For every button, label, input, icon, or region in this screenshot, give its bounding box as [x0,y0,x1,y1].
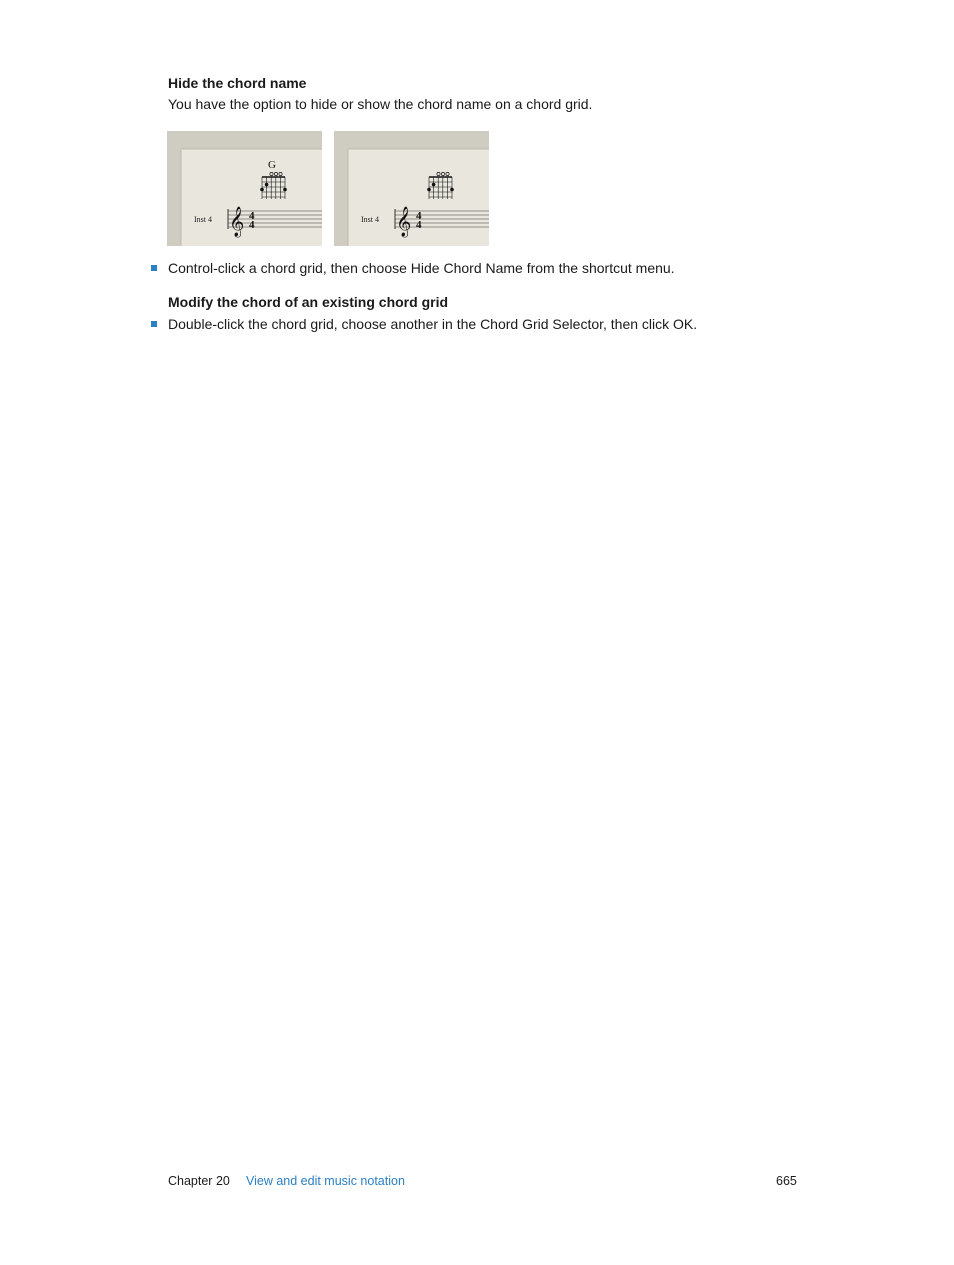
instrument-label: Inst 4 [194,215,212,224]
treble-clef-icon: 𝄞 [396,207,412,237]
footer-chapter-link[interactable]: View and edit music notation [246,1174,405,1188]
section-description: You have the option to hide or show the chord name on a chord grid. [168,96,593,112]
bullet-text-hide-chord-name: Control-click a chord grid, then choose Hide Chord Name from the shortcut menu. [168,260,675,276]
bullet-text-modify-chord: Double-click the chord grid, choose another in the Chord Grid Selector, then click OK. [168,316,698,332]
chord-grid-figure-without-name [334,131,489,246]
chord-name-label: G [268,159,276,171]
footer-page-number: 665 [776,1174,797,1188]
section-heading-modify-chord: Modify the chord of an existing chord grid [168,294,449,310]
chord-grid-figure-with-name [167,131,322,246]
time-signature-bottom: 4 [249,219,255,231]
treble-clef-icon: 𝄞 [229,207,245,237]
bullet-square-icon [151,321,157,327]
instrument-label: Inst 4 [361,215,379,224]
footer-chapter-label: Chapter 20 [168,1174,230,1188]
section-heading-hide-chord-name: Hide the chord name [168,75,307,91]
time-signature-top: 4 [416,210,422,222]
time-signature-top: 4 [249,210,255,222]
bullet-square-icon [151,265,157,271]
time-signature-bottom: 4 [416,219,422,231]
